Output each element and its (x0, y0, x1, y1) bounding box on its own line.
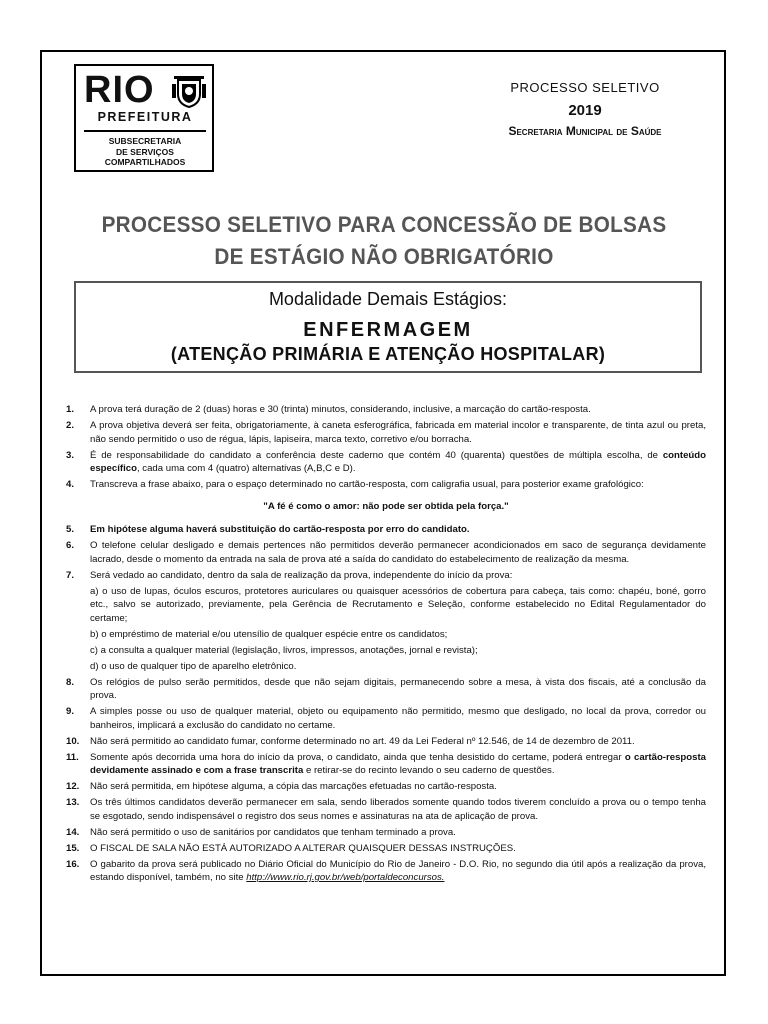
item-text: Em hipótese alguma haverá substituição do cartão-resposta por erro do candidato. (90, 524, 470, 535)
list-item (66, 826, 706, 840)
sub-item: d) o uso de qualquer tipo de aparelho eletrônico. (90, 660, 297, 672)
item-text-part: Somente após decorrida uma hora do início da prova, o candidato, ainda que tenha desistido do certame, poderá entregar (90, 751, 625, 763)
list-item (66, 523, 706, 537)
item-number: 1. (66, 404, 75, 415)
logo-divider (84, 130, 206, 132)
item-number: 4. (66, 479, 75, 490)
item-text-part: , cada uma com 4 (quatro) alternativas (A,B,C e D). (136, 463, 356, 474)
item-number: 3. (66, 449, 75, 461)
item-number: 2. (66, 420, 75, 431)
logo-prefeitura-text: PREFEITURA (97, 110, 193, 124)
list-item (66, 449, 706, 476)
item-number: 9. (66, 706, 75, 717)
modalidade-label: Modalidade Demais Estágios: (268, 289, 508, 309)
list-item (66, 478, 706, 492)
list-item (66, 403, 706, 417)
item-text: A prova terá duração de 2 (duas) horas e 30 (trinta) minutos, considerando, inclusive, a marcação do cartão-resposta. (90, 404, 591, 415)
item-text (90, 751, 706, 778)
item-text: Os três últimos candidatos deverão permanecer em sala, sendo liberados somente quando todos tiverem concluído a prova ou o tempo tenha se esgotado, sendo indispensável o registro dos seus nomes e assinaturas na ata de aplicação de prova. (90, 797, 706, 822)
header-processo: PROCESSO SELETIVO (510, 80, 660, 95)
item-number: 14. (66, 826, 80, 838)
instructions-list (66, 403, 706, 887)
item-text (90, 858, 706, 885)
list-item (66, 419, 706, 446)
list-item (66, 676, 706, 703)
item-text: Transcreva a frase abaixo, para o espaço determinado no cartão-resposta, com caligrafia usual, para posterior exame grafológico: (90, 479, 644, 490)
item-text: O telefone celular desligado e demais pertences não permitidos deverão permanecer acondicionados em saco de segurança devidamente lacrado, desde o momento da entrada na sala de prova até a saída do candidato do estabelecimento de realização da mesma. (90, 540, 706, 565)
list-item (66, 796, 706, 823)
list-item (66, 539, 706, 566)
item-number: 10. (66, 735, 80, 747)
item-number: 7. (66, 569, 75, 581)
item-number: 5. (66, 524, 75, 535)
item-text: Os relógios de pulso serão permitidos, desde que não sejam digitais, permanecendo sobre a mesa, à vista dos fiscais, até a conclusão da prova. (90, 676, 706, 701)
item-number: 8. (66, 676, 75, 688)
logo-subsecretaria-text: SUBSECRETARIA DE SERVIÇOS COMPARTILHADOS (104, 136, 186, 167)
item-number: 12. (66, 781, 80, 792)
course-area: (ATENÇÃO PRIMÁRIA E ATENÇÃO HOSPITALAR) (170, 344, 606, 364)
list-item (66, 705, 706, 732)
item-text (90, 449, 706, 476)
item-text: Não será permitido o uso de sanitários por candidatos que tenham terminado a prova. (90, 826, 456, 838)
item-text-bold: o cartão-resposta devidamente assinado e com a frase transcrita (90, 751, 706, 776)
item-text: A prova objetiva deverá ser feita, obrigatoriamente, à caneta esferográfica, fabricada em material incolor e transparente, de tinta azul ou preta, não sendo permitido o uso de régua, lápis, lapiseira, marca texto, corretivo e/ou borracha. (90, 420, 706, 445)
list-item (66, 780, 706, 794)
item-text: Será vedado ao candidato, dentro da sala de realização da prova, independente do início da prova: (90, 569, 513, 581)
item-text-bold: conteúdo específico (90, 449, 706, 474)
list-item (66, 858, 706, 885)
item-text-part: e retirar-se do recinto levando o seu caderno de questões. (303, 765, 555, 776)
list-item (66, 751, 706, 778)
item-number: 6. (66, 540, 75, 551)
item-number: 11. (66, 751, 79, 763)
list-item (66, 735, 706, 749)
item-text: O FISCAL DE SALA NÃO ESTÁ AUTORIZADO A ALTERAR QUAISQUER DESSAS INSTRUÇÕES. (90, 842, 516, 854)
sub-item: a) o uso de lupas, óculos escuros, protetores auriculares ou quaisquer acessórios de cobertura para cabeça, tais como: chapéu, boné, gorro etc., salvo se autorizado, previamente, pela Gerência de Recrutamento e Seleção, conforme estabelecido no Edital Regulamentador do certame; (90, 585, 706, 624)
sub-item: b) o empréstimo de material e/ou utensílio de qualquer espécie entre os candidatos; (90, 628, 448, 640)
header-secretaria: Secretaria Municipal de Saúde (508, 124, 662, 138)
list-item (66, 569, 706, 583)
document-title-line1: PROCESSO SELETIVO PARA CONCESSÃO DE BOLSAS (101, 212, 667, 237)
item-text-part: O gabarito da prova será publicado no Diário Oficial do Município do Rio de Janeiro - D.O. Rio, no segundo dia útil após a realização da prova, estando disponível, também, no site (90, 858, 706, 883)
item-text-part: É de responsabilidade do candidato a conferência deste caderno que contém 40 (quarenta) questões de múltipla escolha, de (90, 449, 663, 461)
course-name: ENFERMAGEM (303, 319, 473, 341)
item-number: 16. (66, 858, 80, 870)
item-text: Não será permitido ao candidato fumar, conforme determinado no art. 49 da Lei Federal nº 12.546, de 14 de dezembro de 2011. (90, 735, 635, 747)
document-title-line2: DE ESTÁGIO NÃO OBRIGATÓRIO (214, 244, 554, 269)
item-number: 13. (66, 797, 80, 808)
item-number: 15. (66, 842, 80, 854)
item-text: Não será permitida, em hipótese alguma, a cópia das marcações efetuadas no cartão-resposta. (90, 781, 497, 792)
header-year: 2019 (568, 102, 602, 119)
modalidade-box (74, 281, 702, 373)
logo-rio-text: RIO (84, 69, 155, 111)
item-text: A simples posse ou uso de qualquer material, objeto ou equipamento não permitido, mesmo que desligado, no local da prova, corredor ou banheiros, implicará a exclusão do candidato no certame. (90, 706, 706, 731)
transcription-quote: "A fé é como o amor: não pode ser obtida pela força." (263, 500, 509, 512)
portal-concursos-link[interactable]: http://www.rio.rj.gov.br/web/portaldeconcursos. (246, 872, 445, 883)
sub-item: c) a consulta a qualquer material (legislação, livros, impressos, anotações, jornal e revista); (90, 644, 478, 656)
coat-of-arms-icon (172, 76, 206, 108)
prefeitura-logo (74, 64, 214, 172)
list-item (66, 842, 706, 856)
